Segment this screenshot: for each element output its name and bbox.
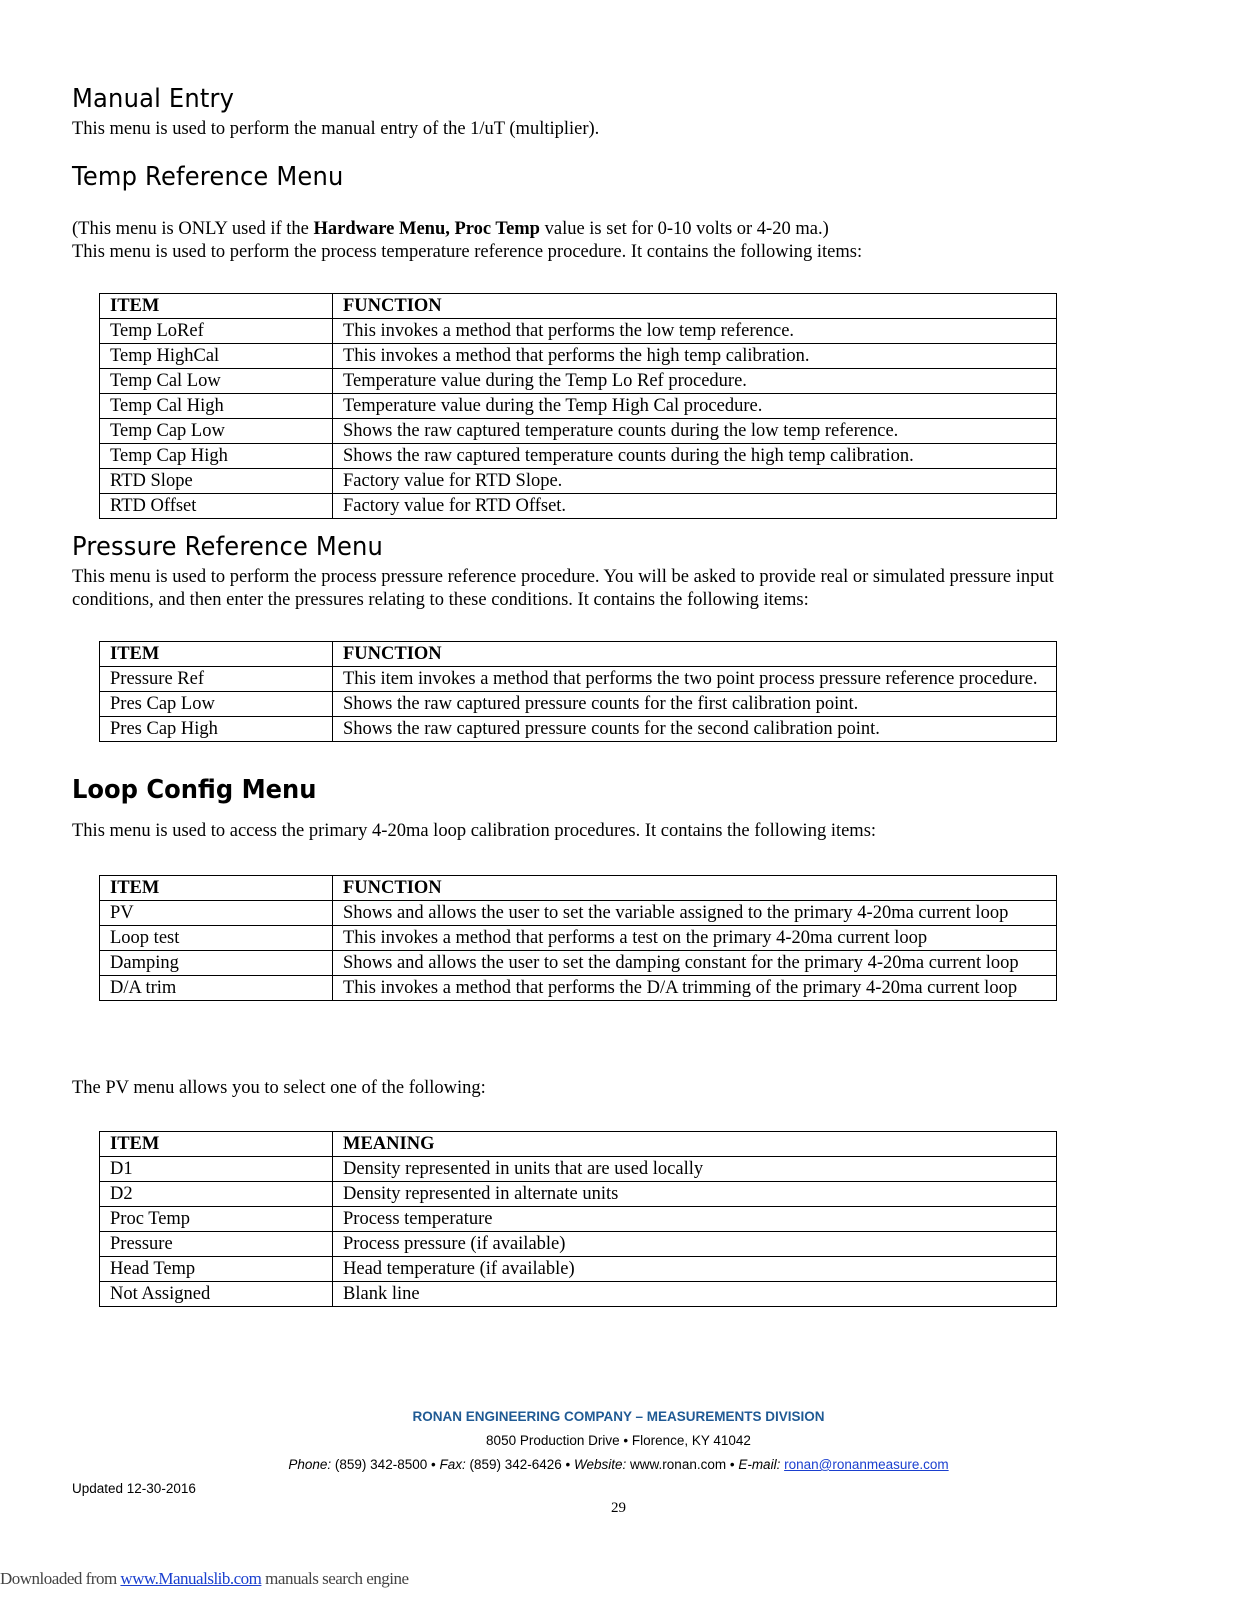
footer-contact [0,1457,1237,1472]
website-url: www.ronan.com • [626,1457,739,1472]
header-cell-function: FUNCTION [333,294,1057,319]
footer-updated: Updated 12-30-2016 [72,1481,196,1496]
temp-ref-intro: This menu is used to perform the process temperature reference procedure. It contains the following items: [72,242,863,262]
temp-ref-note [72,218,829,241]
manual-entry-section [72,84,246,114]
item-cell: Pressure Ref [100,667,333,692]
download-watermark [0,1569,409,1589]
header-cell-item: ITEM [100,1132,333,1157]
table-row [100,369,1057,394]
table-row [100,926,1057,951]
function-cell: Shows the raw captured pressure counts for the second calibration point. [333,717,1057,742]
pressure-ref-intro-line2: conditions, and then enter the pressures relating to these conditions. It contains the following items: [72,590,809,610]
header-cell-item: ITEM [100,876,333,901]
table-row [100,494,1057,519]
manual-entry-heading: Manual Entry [72,84,235,114]
table-row [100,1257,1057,1282]
table-row [100,1232,1057,1257]
function-cell: Shows the raw captured temperature counts during the high temp calibration. [333,444,1057,469]
email-label: E-mail: [738,1457,781,1472]
footer-company: RONAN ENGINEERING COMPANY – MEASUREMENTS DIVISION [412,1409,825,1424]
header-cell-function: FUNCTION [333,642,1057,667]
pressure-ref-table [99,641,1057,742]
email-link[interactable]: ronan@ronanmeasure.com [784,1457,949,1472]
manual-entry-text: This menu is used to perform the manual entry of the 1/uT (multiplier). [72,119,600,139]
table-header-row [100,1132,1057,1157]
phone-label: Phone: [288,1457,332,1472]
table-row [100,692,1057,717]
meaning-cell: Head temperature (if available) [333,1257,1057,1282]
temp-ref-note-pre: (This menu is ONLY used if the [72,219,314,239]
item-cell: PV [100,901,333,926]
table-header-row [100,876,1057,901]
function-cell: Shows the raw captured temperature counts during the low temp reference. [333,419,1057,444]
table-row [100,1207,1057,1232]
loop-config-heading: Loop Config Menu [72,775,317,805]
website-label: Website: [574,1457,627,1472]
header-cell-meaning: MEANING [333,1132,1057,1157]
meaning-cell: Density represented in alternate units [333,1182,1057,1207]
function-cell: Temperature value during the Temp High Cal procedure. [333,394,1057,419]
function-cell: This invokes a method that performs the D/A trimming of the primary 4-20ma current loop [333,976,1057,1001]
header-cell-item: ITEM [100,642,333,667]
pressure-ref-intro-line1: This menu is used to perform the process pressure reference procedure. You will be asked to provide real or simulated pressure input [72,567,1054,587]
function-cell: Temperature value during the Temp Lo Ref procedure. [333,369,1057,394]
item-cell: Pres Cap High [100,717,333,742]
item-cell: Proc Temp [100,1207,333,1232]
meaning-cell: Blank line [333,1282,1057,1307]
item-cell: Head Temp [100,1257,333,1282]
watermark-prefix: Downloaded from [0,1569,121,1588]
item-cell: Pres Cap Low [100,692,333,717]
loop-config-table [99,875,1057,1001]
table-row [100,951,1057,976]
header-cell-item: ITEM [100,294,333,319]
item-cell: Pressure [100,1232,333,1257]
table-row [100,1157,1057,1182]
table-row [100,344,1057,369]
meaning-cell: Process temperature [333,1207,1057,1232]
fax-number: (859) 342-6426 • [465,1457,575,1472]
function-cell: Factory value for RTD Offset. [333,494,1057,519]
temp-ref-section [72,162,364,192]
item-cell: Damping [100,951,333,976]
item-cell: Temp Cal High [100,394,333,419]
function-cell: Shows the raw captured pressure counts for the first calibration point. [333,692,1057,717]
function-cell: Factory value for RTD Slope. [333,469,1057,494]
pv-menu-table [99,1131,1057,1307]
manualslib-link[interactable]: www.Manualslib.com [120,1569,262,1588]
table-row [100,1182,1057,1207]
temp-ref-note-post: value is set for 0-10 volts or 4-20 ma.) [539,219,829,239]
item-cell: Not Assigned [100,1282,333,1307]
function-cell: This item invokes a method that performs the two point process pressure reference procedure. [333,667,1057,692]
function-cell: Shows and allows the user to set the variable assigned to the primary 4-20ma current loop [333,901,1057,926]
table-row [100,394,1057,419]
header-cell-function: FUNCTION [333,876,1057,901]
table-row [100,901,1057,926]
table-row [100,419,1057,444]
meaning-cell: Process pressure (if available) [333,1232,1057,1257]
item-cell: RTD Slope [100,469,333,494]
table-row [100,976,1057,1001]
temp-ref-note-bold: Hardware Menu, Proc Temp [313,219,540,239]
table-header-row [100,642,1057,667]
table-row [100,1282,1057,1307]
table-row [100,469,1057,494]
item-cell: Temp Cap Low [100,419,333,444]
item-cell: D1 [100,1157,333,1182]
loop-config-intro: This menu is used to access the primary 4-20ma loop calibration procedures. It contains the following items: [72,821,877,841]
item-cell: D/A trim [100,976,333,1001]
function-cell: Shows and allows the user to set the damping constant for the primary 4-20ma current loop [333,951,1057,976]
temp-ref-heading: Temp Reference Menu [72,162,344,192]
pv-menu-intro: The PV menu allows you to select one of the following: [72,1078,486,1098]
item-cell: Temp LoRef [100,319,333,344]
item-cell: Temp Cap High [100,444,333,469]
table-row [100,444,1057,469]
temp-ref-table [99,293,1057,519]
meaning-cell: Density represented in units that are used locally [333,1157,1057,1182]
item-cell: Temp Cal Low [100,369,333,394]
phone-number: (859) 342-8500 • [331,1457,440,1472]
table-row [100,667,1057,692]
item-cell: RTD Offset [100,494,333,519]
function-cell: This invokes a method that performs the low temp reference. [333,319,1057,344]
item-cell: Temp HighCal [100,344,333,369]
watermark-suffix: manuals search engine [261,1569,409,1588]
footer-address: 8050 Production Drive • Florence, KY 41042 [486,1433,751,1448]
table-row [100,717,1057,742]
item-cell: Loop test [100,926,333,951]
item-cell: D2 [100,1182,333,1207]
pressure-ref-heading: Pressure Reference Menu [72,532,384,562]
pressure-ref-section [72,532,406,562]
table-header-row [100,294,1057,319]
function-cell: This invokes a method that performs a test on the primary 4-20ma current loop [333,926,1057,951]
page-number: 29 [611,1500,626,1516]
loop-config-section [72,775,335,805]
table-row [100,319,1057,344]
fax-label: Fax: [439,1457,466,1472]
function-cell: This invokes a method that performs the high temp calibration. [333,344,1057,369]
